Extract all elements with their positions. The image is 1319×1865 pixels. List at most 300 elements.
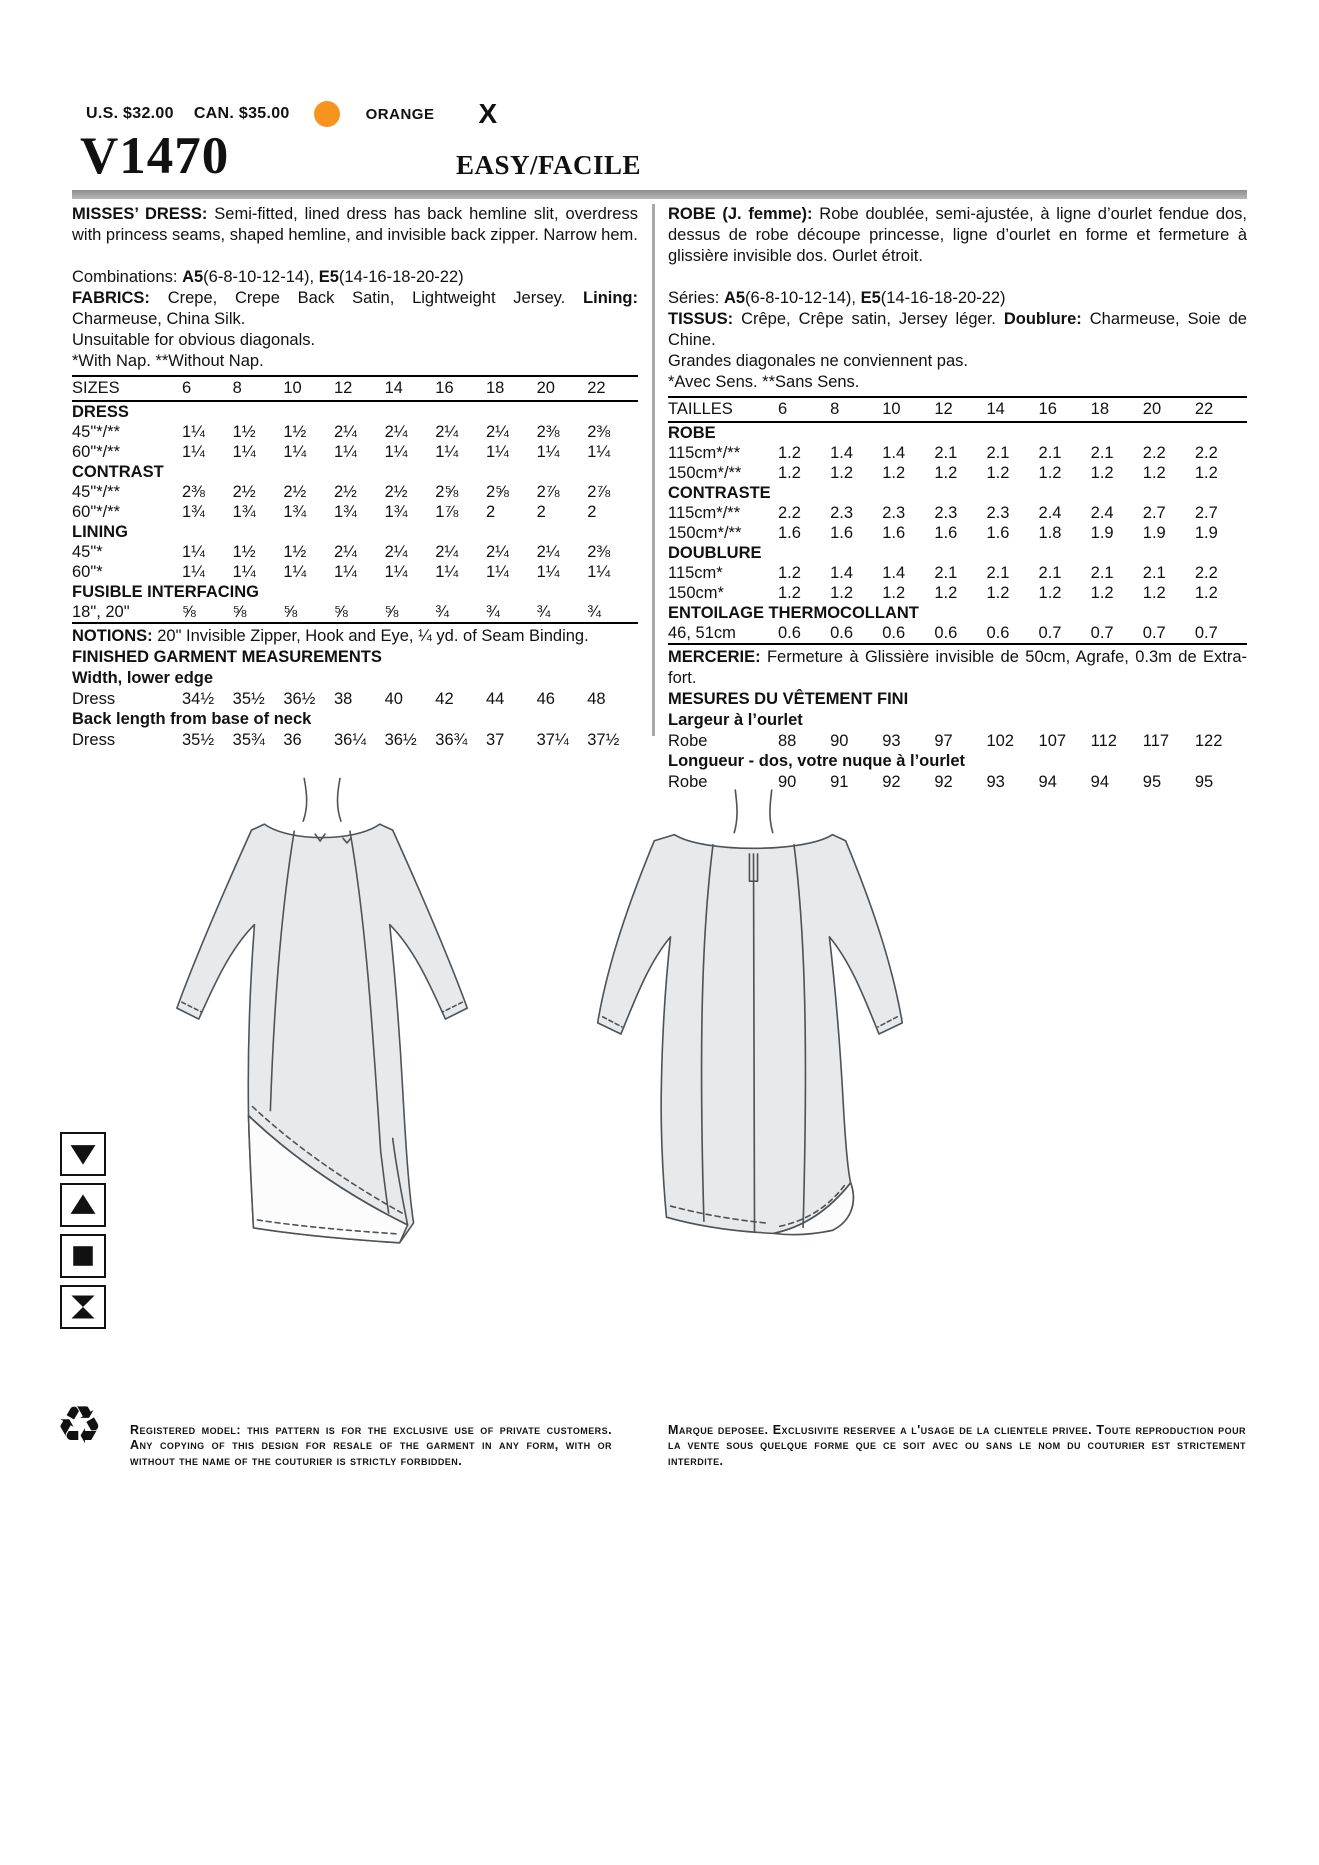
table-cell: 1.2 <box>882 464 906 482</box>
table-row <box>72 401 638 422</box>
back-silhouette <box>598 835 903 1234</box>
combinations-fr <box>668 288 1247 309</box>
footer-legal-fr: Marque deposee. Exclusivite reservee a l'usage de la clientele privee. Toute reproduction pour la vente sous quelque forme que ce soit avec ou sans le nom du couturier est strictement interdite. <box>668 1422 1246 1468</box>
color-dot-icon <box>314 101 340 127</box>
table-cell: 0.7 <box>1038 624 1062 642</box>
table-cell: 1.9 <box>1090 524 1114 542</box>
text-segment: A5 <box>182 268 204 286</box>
text-segment: MISSES’ DRESS: <box>72 205 215 223</box>
table-cell: 37 <box>485 731 505 749</box>
table-cell: 1½ <box>232 543 256 561</box>
table-cell: 37½ <box>587 731 620 749</box>
table-cell: 93 <box>882 732 901 750</box>
table-cell: 22 <box>587 376 638 401</box>
table-cell: 2.4 <box>1038 504 1062 522</box>
yardage-table-fr <box>668 396 1247 645</box>
notions-fr <box>668 647 1247 689</box>
fabrics-en <box>72 288 638 330</box>
table-cell: 18 <box>486 376 537 401</box>
combinations-en <box>72 267 638 288</box>
back-length-label-en: Back length from base of neck <box>72 710 312 728</box>
table-row <box>668 563 1247 583</box>
table-cell: 35½ <box>232 690 265 708</box>
table-row <box>668 603 1247 623</box>
table-cell: 0.7 <box>1194 624 1218 642</box>
table-row <box>72 442 638 462</box>
table-cell: 2⅜ <box>587 423 611 441</box>
table-cell: 1¼ <box>333 443 357 461</box>
table-cell: 60"*/** <box>72 503 121 521</box>
text-segment: E5 <box>860 289 881 307</box>
table-cell: 42 <box>435 690 454 708</box>
table-cell: 112 <box>1090 732 1117 750</box>
text-segment: Séries: <box>668 289 724 307</box>
pattern-number: V1470 <box>80 127 230 185</box>
table-cell: 10 <box>283 376 334 401</box>
yardage-table-en <box>72 375 638 624</box>
table-cell: 1¾ <box>333 503 357 521</box>
table-cell: 92 <box>882 773 901 791</box>
table-cell: SIZES <box>72 376 182 401</box>
table-cell: 10 <box>882 397 934 422</box>
table-cell: 2¼ <box>435 423 459 441</box>
table-cell: 1.2 <box>830 584 854 602</box>
table-row <box>668 483 1247 503</box>
text-segment: NOTIONS: <box>72 627 158 645</box>
table-cell: 1.4 <box>882 444 906 462</box>
table-cell: 1.9 <box>1194 524 1218 542</box>
nap-note-en: *With Nap. **Without Nap. <box>72 352 264 370</box>
table-cell: 2.2 <box>1194 564 1218 582</box>
table-cell: 34½ <box>182 690 215 708</box>
table-cell: 117 <box>1142 732 1170 750</box>
table-cell: 1.6 <box>934 524 958 542</box>
unsuitable-note-en: Unsuitable for obvious diagonals. <box>72 331 316 349</box>
color-name-label: ORANGE <box>365 105 435 123</box>
back-length-label-fr: Longueur - dos, votre nuque à l’ourlet <box>668 752 966 770</box>
table-cell: DOUBLURE <box>668 544 762 562</box>
table-cell: 2.3 <box>882 504 906 522</box>
table-cell: 6 <box>778 397 830 422</box>
notions-en <box>72 626 638 647</box>
table-cell: 1¾ <box>283 503 307 521</box>
table-row <box>72 522 638 542</box>
table-cell: 1⅞ <box>435 503 459 521</box>
table-cell: 2⅜ <box>536 423 560 441</box>
table-cell: ENTOILAGE THERMOCOLLANT <box>668 604 919 622</box>
text-segment: A5 <box>723 289 746 307</box>
front-neck-right-line <box>337 778 340 821</box>
table-cell: 2 <box>485 503 496 521</box>
table-cell: 2.2 <box>778 504 801 522</box>
table-cell: FUSIBLE INTERFACING <box>72 583 260 601</box>
table-cell: 35½ <box>182 731 215 749</box>
table-cell: 1.2 <box>1194 584 1218 602</box>
table-cell: ⅝ <box>182 603 196 621</box>
table-cell: 94 <box>1090 773 1110 791</box>
table-cell: 150cm*/** <box>668 524 742 542</box>
table-cell: 150cm*/** <box>668 464 742 482</box>
table-row <box>72 462 638 482</box>
description-en <box>72 204 638 246</box>
table-cell: 2.1 <box>1142 564 1166 582</box>
table-cell: 2⅜ <box>587 543 611 561</box>
table-cell: LINING <box>72 523 128 541</box>
table-cell: 2¼ <box>485 423 509 441</box>
table-cell: 14 <box>986 397 1038 422</box>
table-cell: ⅝ <box>384 603 399 621</box>
table-cell: 1.2 <box>1142 464 1166 482</box>
table-cell: 46 <box>536 690 555 708</box>
table-cell: 1.2 <box>830 464 854 482</box>
table-cell: ¾ <box>435 603 450 621</box>
table-cell: CONTRASTE <box>668 484 771 502</box>
table-cell: 0.7 <box>1142 624 1166 642</box>
table-cell: 16 <box>435 376 486 401</box>
measurement-table <box>668 396 1247 645</box>
table-cell: 2 <box>536 503 546 521</box>
table-cell: 2⅞ <box>536 483 560 501</box>
table-cell: 2.1 <box>1038 564 1062 582</box>
table-cell: 1.2 <box>1194 464 1218 482</box>
table-cell: 1.6 <box>882 524 906 542</box>
table-cell: 1.6 <box>778 524 801 542</box>
footer-legal-en: Registered model: this pattern is for the exclusive use of private customers. Any copying of this design for resale of the garment in any form, with or without the name of the couturier is strictly forbidden. <box>130 1422 612 1468</box>
table-cell: 1¼ <box>435 443 459 461</box>
table-cell: 1¼ <box>384 443 408 461</box>
width-row-en <box>72 689 638 709</box>
finished-title-fr: MESURES DU VÊTEMENT FINI <box>668 690 909 708</box>
table-cell: 1¼ <box>232 443 256 461</box>
text-segment: Charmeuse, Soie de Chine. <box>668 310 1247 349</box>
table-cell: 1¼ <box>536 563 560 581</box>
table-cell: 46, 51cm <box>668 624 736 642</box>
table-cell: 88 <box>778 732 797 750</box>
text-segment: (6-8-10-12-14), <box>203 268 319 286</box>
table-cell: 0.6 <box>934 624 958 642</box>
table-cell: 2½ <box>283 483 307 501</box>
table-row <box>668 583 1247 603</box>
table-cell: CONTRAST <box>72 463 164 481</box>
table-cell: 92 <box>934 773 953 791</box>
table-cell: 90 <box>830 732 849 750</box>
text-segment: FABRICS: <box>72 289 168 307</box>
table-cell: 122 <box>1194 732 1223 750</box>
table-cell: 2⅝ <box>435 483 459 501</box>
table-cell: 90 <box>778 773 797 791</box>
table-cell: 2.3 <box>830 504 854 522</box>
difficulty-label: EASY/FACILE <box>456 150 642 180</box>
table-cell: 2⅞ <box>587 483 611 501</box>
text-segment: Robe doublée, semi-ajustée, à ligne d’ourlet fendue dos, dessus de robe découpe princesse, ligne d’ourlet en forme et fermeture à glissière invisible dos. Ourlet étroit. <box>668 205 1248 265</box>
table-cell: 36¾ <box>435 731 468 749</box>
table-cell: 1.2 <box>1090 464 1114 482</box>
measurement-table <box>72 730 638 750</box>
table-cell: 2.1 <box>986 444 1010 462</box>
table-cell: 2.1 <box>986 564 1010 582</box>
measurement-table <box>72 375 638 624</box>
table-cell: 2½ <box>232 483 256 501</box>
price-can: CAN. $35.00 <box>193 105 290 122</box>
column-divider <box>652 204 655 736</box>
text-segment: Fermeture à Glissière invisible de 50cm, Agrafe, 0.3m de Extra-fort. <box>668 648 1247 687</box>
price-row <box>86 100 497 128</box>
finished-title-en: FINISHED GARMENT MEASUREMENTS <box>72 648 382 666</box>
table-cell: 1.2 <box>1038 464 1062 482</box>
table-cell: 1¾ <box>384 503 408 521</box>
table-cell: 1.9 <box>1142 524 1166 542</box>
table-cell: 1¼ <box>485 443 509 461</box>
text-segment: Charmeuse, China Silk. <box>72 310 246 328</box>
table-cell: 2.3 <box>986 504 1010 522</box>
table-cell: 1¼ <box>536 443 560 461</box>
back-neck-right-line <box>770 790 773 833</box>
table-cell: 2½ <box>333 483 357 501</box>
table-cell: ROBE <box>668 424 716 442</box>
table-cell: 1.2 <box>778 464 801 482</box>
dress-back-illustration <box>560 780 947 1286</box>
text-segment: TISSUS: <box>668 310 742 328</box>
table-cell: ⅝ <box>232 603 247 621</box>
text-segment: Crepe, Crepe Back Satin, Lightweight Jersey. <box>167 289 584 307</box>
width-label-en: Width, lower edge <box>72 669 214 687</box>
table-row <box>72 422 638 442</box>
table-cell: 95 <box>1194 773 1214 791</box>
table-cell: 150cm* <box>668 584 724 602</box>
table-cell: 2.1 <box>1090 444 1114 462</box>
table-cell: 2.2 <box>1194 444 1218 462</box>
width-row-fr <box>668 731 1247 751</box>
table-cell: 18 <box>1091 397 1143 422</box>
table-cell: 22 <box>1195 397 1247 422</box>
table-header-row <box>668 397 1247 422</box>
table-cell: 1¼ <box>485 563 509 581</box>
table-cell: 8 <box>830 397 882 422</box>
reg-mark-hourglass-icon <box>60 1285 106 1329</box>
table-cell: 45"* <box>72 543 103 561</box>
table-cell: 37¼ <box>536 731 569 749</box>
table-cell: ⅝ <box>333 603 348 621</box>
table-cell: 35¾ <box>232 731 265 749</box>
text-segment: (6-8-10-12-14), <box>745 289 861 307</box>
text-segment: Crêpe, Crêpe satin, Jersey léger. <box>741 310 1004 328</box>
table-cell: 1.6 <box>830 524 854 542</box>
table-cell: DRESS <box>72 403 129 421</box>
table-cell: 1¾ <box>232 503 256 521</box>
back-length-row-en <box>72 730 638 750</box>
table-cell: 115cm*/** <box>668 444 741 462</box>
table-row <box>668 422 1247 443</box>
table-cell: 45"*/** <box>72 423 121 441</box>
table-cell: 107 <box>1038 732 1067 750</box>
table-cell: 36 <box>283 731 302 749</box>
table-cell: 2.7 <box>1142 504 1166 522</box>
text-segment: (14-16-18-20-22) <box>338 268 464 286</box>
table-cell: 0.6 <box>778 624 801 642</box>
recycle-icon: ♻ <box>56 1396 103 1456</box>
table-cell: 2.4 <box>1090 504 1114 522</box>
table-cell: 94 <box>1038 773 1057 791</box>
table-cell: 1.2 <box>986 584 1010 602</box>
table-cell: 36½ <box>384 731 417 749</box>
table-cell: 2¼ <box>485 543 509 561</box>
table-cell: 2¼ <box>333 423 357 441</box>
front-neck-left-line <box>303 778 306 821</box>
table-cell: 0.6 <box>986 624 1010 642</box>
table-cell: 45"*/** <box>72 483 121 501</box>
table-cell: 18", 20" <box>72 603 130 621</box>
table-row <box>72 562 638 582</box>
table-cell: 1¼ <box>232 563 256 581</box>
text-segment: Lining: <box>583 289 639 307</box>
table-cell: 2¼ <box>333 543 357 561</box>
table-cell: 97 <box>934 732 953 750</box>
table-cell: 1½ <box>283 543 307 561</box>
table-cell: 36¼ <box>333 731 367 749</box>
french-column <box>668 204 1247 792</box>
table-cell: 1.8 <box>1038 524 1062 542</box>
table-cell: 1.2 <box>882 584 906 602</box>
table-cell: 12 <box>334 376 385 401</box>
reg-mark-square-icon <box>60 1234 106 1278</box>
table-cell: 20 <box>537 376 588 401</box>
fabrics-fr <box>668 309 1247 351</box>
table-row <box>668 543 1247 563</box>
table-cell: 2.1 <box>1038 444 1062 462</box>
unsuitable-note-fr: Grandes diagonales ne conviennent pas. <box>668 352 968 370</box>
text-segment: Semi-fitted, lined dress has back hemline slit, overdress with princess seams, shaped hemline, and invisible back zipper. Narrow hem. <box>72 205 638 244</box>
table-cell: 2.2 <box>1142 444 1166 462</box>
description-fr <box>668 204 1247 267</box>
table-cell: 2.7 <box>1194 504 1218 522</box>
table-cell: 48 <box>587 690 606 708</box>
text-segment: Combinations: <box>72 268 183 286</box>
table-cell: ¾ <box>587 603 602 621</box>
table-cell: ⅝ <box>283 603 298 621</box>
table-cell: Dress <box>72 690 116 708</box>
table-row <box>668 523 1247 543</box>
text-segment: 20" Invisible Zipper, Hook and Eye, ¼ yd. of Seam Binding. <box>157 627 589 645</box>
table-cell: 2⅝ <box>485 483 509 501</box>
table-cell: 1¾ <box>182 503 205 521</box>
table-row <box>668 503 1247 523</box>
table-cell: 1.4 <box>882 564 906 582</box>
table-cell: 14 <box>385 376 436 401</box>
english-column <box>72 204 638 750</box>
reg-mark-triangle-down-icon <box>60 1132 106 1176</box>
table-row <box>72 602 638 623</box>
table-cell: 1.2 <box>778 564 801 582</box>
table-cell: 16 <box>1039 397 1091 422</box>
table-cell: 1.2 <box>778 584 801 602</box>
table-cell: 0.6 <box>882 624 906 642</box>
width-label-fr: Largeur à l’ourlet <box>668 711 803 729</box>
table-cell: 1.2 <box>934 584 958 602</box>
table-cell: 1.4 <box>830 444 854 462</box>
table-cell: 1¼ <box>587 563 611 581</box>
table-cell: Dress <box>72 731 116 749</box>
table-cell: 1.2 <box>1142 584 1166 602</box>
table-cell: 2.1 <box>1090 564 1114 582</box>
table-cell: 1½ <box>283 423 307 441</box>
table-cell: Robe <box>668 773 708 791</box>
table-cell: 1¼ <box>182 563 205 581</box>
table-cell: Robe <box>668 732 708 750</box>
table-cell: 60"* <box>72 563 103 581</box>
table-cell: 0.6 <box>830 624 854 642</box>
table-header-row <box>72 376 638 401</box>
table-cell: 1¼ <box>182 543 205 561</box>
table-cell: 1¼ <box>283 443 307 461</box>
printers-registration-marks <box>60 1132 106 1329</box>
table-cell: 1¼ <box>283 563 307 581</box>
table-cell: 1½ <box>232 423 256 441</box>
text-segment: MERCERIE: <box>668 648 767 666</box>
table-cell: ¾ <box>485 603 500 621</box>
table-row <box>72 689 638 709</box>
table-cell: ¾ <box>536 603 551 621</box>
table-row <box>668 731 1247 751</box>
table-cell: 1¼ <box>333 563 357 581</box>
table-cell: 38 <box>333 690 353 708</box>
table-cell: 1.6 <box>986 524 1010 542</box>
table-cell: 102 <box>986 732 1014 750</box>
table-cell: 1.2 <box>1090 584 1114 602</box>
measurement-table <box>668 731 1247 751</box>
table-cell: 1.2 <box>986 464 1010 482</box>
text-segment: ROBE (J. femme): <box>668 205 820 223</box>
nap-note-fr: *Avec Sens. **Sans Sens. <box>668 373 860 391</box>
table-row <box>668 463 1247 483</box>
table-cell: 1¼ <box>182 443 205 461</box>
table-cell: 2¼ <box>536 543 560 561</box>
table-cell: 1.2 <box>778 444 801 462</box>
table-cell: 2 <box>587 503 597 521</box>
text-segment: E5 <box>318 268 339 286</box>
table-cell: 93 <box>986 773 1005 791</box>
table-cell: 0.7 <box>1090 624 1114 642</box>
table-cell: 2¼ <box>384 423 408 441</box>
reg-mark-triangle-up-icon <box>60 1183 106 1227</box>
back-neck-left-line <box>734 790 737 833</box>
table-cell: 1.2 <box>1038 584 1062 602</box>
table-row <box>72 582 638 602</box>
table-cell: 2¼ <box>435 543 459 561</box>
table-row <box>668 443 1247 463</box>
table-cell: 2½ <box>384 483 408 501</box>
table-row <box>72 502 638 522</box>
table-cell: 1¼ <box>182 423 205 441</box>
table-cell: 115cm* <box>668 564 723 582</box>
table-cell: 2¼ <box>384 543 408 561</box>
table-cell: 2.1 <box>934 564 958 582</box>
color-check-mark: X <box>478 98 498 129</box>
header-rule-bar <box>72 190 1247 199</box>
table-cell: 60"*/** <box>72 443 121 461</box>
table-cell: 1.2 <box>934 464 958 482</box>
text-segment: Doublure: <box>1003 310 1090 328</box>
table-cell: TAILLES <box>668 397 778 422</box>
table-cell: 1¼ <box>587 443 611 461</box>
dress-front-illustration <box>158 772 516 1290</box>
table-cell: 1¼ <box>435 563 459 581</box>
table-cell: 1¼ <box>384 563 408 581</box>
table-cell: 95 <box>1142 773 1162 791</box>
table-cell: 91 <box>830 773 849 791</box>
table-row <box>72 482 638 502</box>
table-cell: 20 <box>1143 397 1195 422</box>
table-row <box>72 542 638 562</box>
